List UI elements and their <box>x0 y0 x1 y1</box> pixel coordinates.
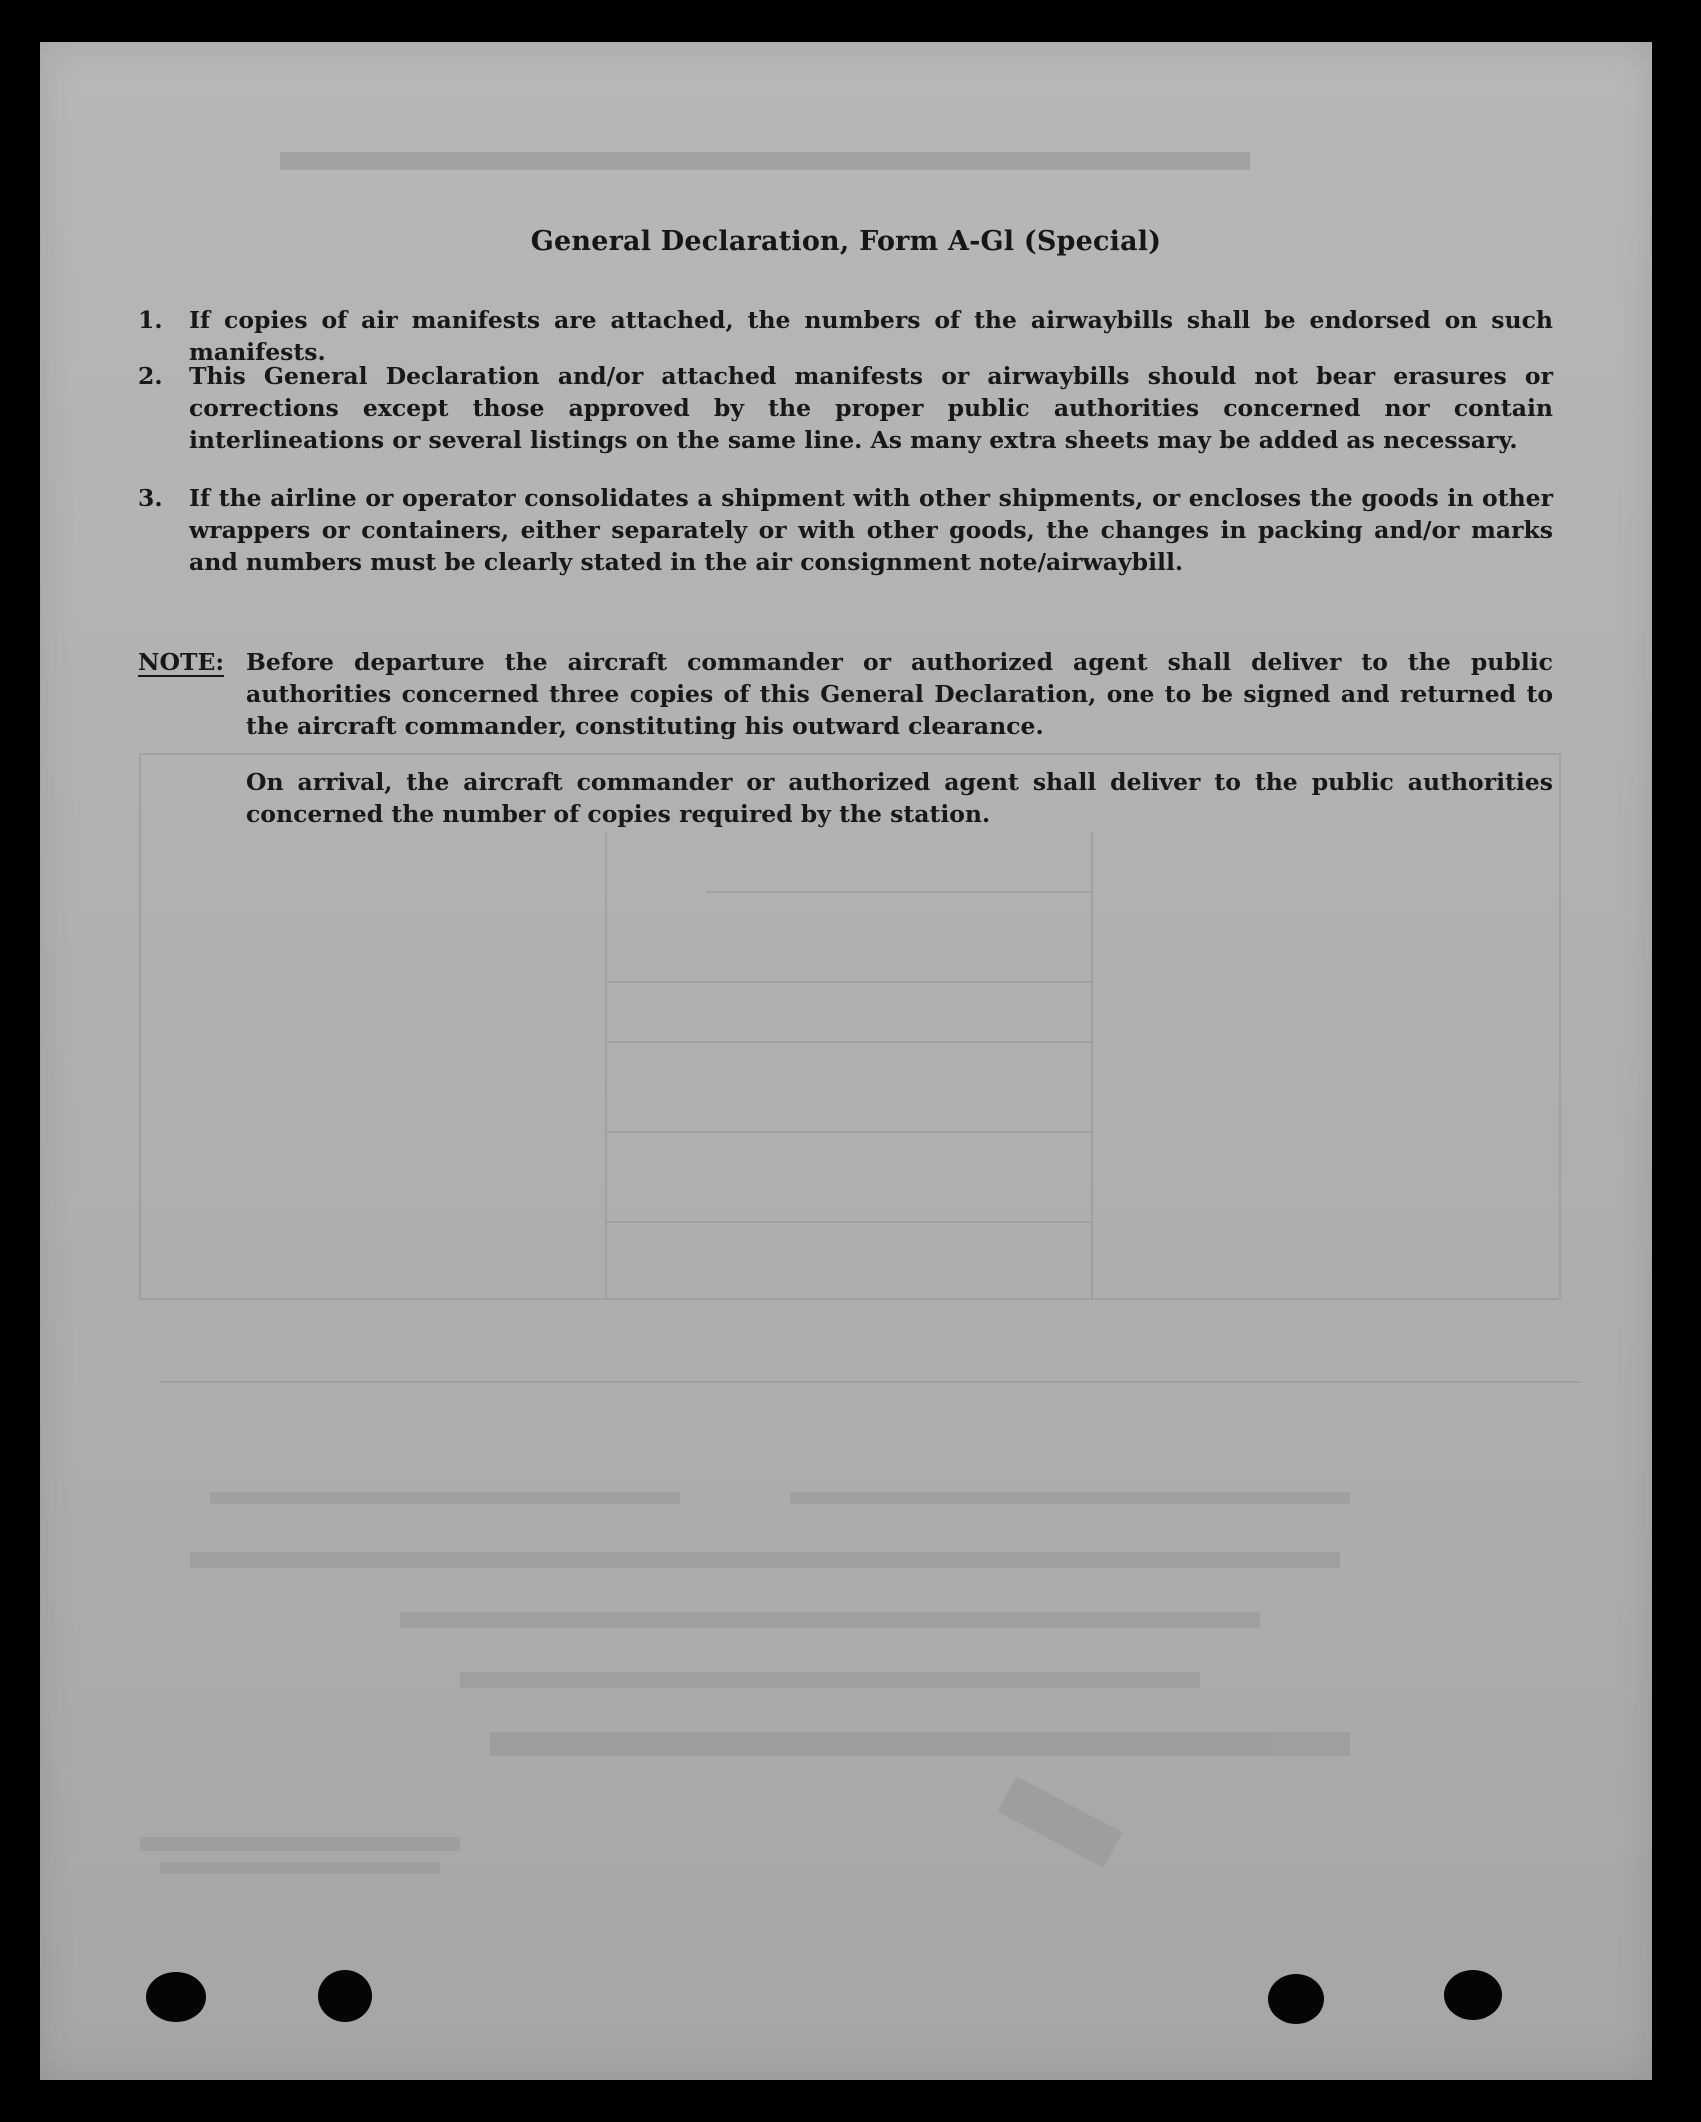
list-item-number: 1. <box>138 306 163 334</box>
list-item-number: 3. <box>138 484 163 512</box>
list-item-text: This General Declaration and/or attached manifests or airwaybills should not bear erasures or corrections except those approved by the proper public authorities concerned nor contain interlineations or several listings on the same line. As many extra sheets may be added as necessary. <box>189 362 1553 454</box>
list-item-text: If the airline or operator consolidates a shipment with other shipments, or encloses the goods in other wrappers or containers, either separately or with other goods, the changes in packing and/or marks and numbers must be clearly stated in the air consignment note/airwaybill. <box>189 484 1553 576</box>
list-item-3 <box>138 482 1553 578</box>
note-paragraph-departure: Before departure the aircraft commander or authorized agent shall deliver to the public authorities concerned three copies of this General Declaration, one to be signed and returned to the aircraft commander, constituting his outward clearance. <box>246 648 1553 740</box>
list-item-text: If copies of air manifests are attached, the numbers of the airwaybills shall be endorsed on such manifests. <box>189 306 1553 366</box>
page-title: General Declaration, Form A-Gl (Special) <box>530 226 1162 257</box>
document-page <box>40 42 1652 2080</box>
punch-hole <box>1268 1974 1324 2024</box>
list-item-number: 2. <box>138 362 163 390</box>
note-label: NOTE: <box>138 648 225 676</box>
punch-hole <box>146 1972 206 2022</box>
list-item-2 <box>138 360 1553 456</box>
punch-hole <box>1444 1970 1502 2020</box>
list-item-1 <box>138 304 1553 366</box>
punch-hole <box>318 1970 372 2022</box>
note-paragraph-arrival: On arrival, the aircraft commander or authorized agent shall deliver to the public authorities concerned the number of copies required by the station. <box>246 768 1553 828</box>
